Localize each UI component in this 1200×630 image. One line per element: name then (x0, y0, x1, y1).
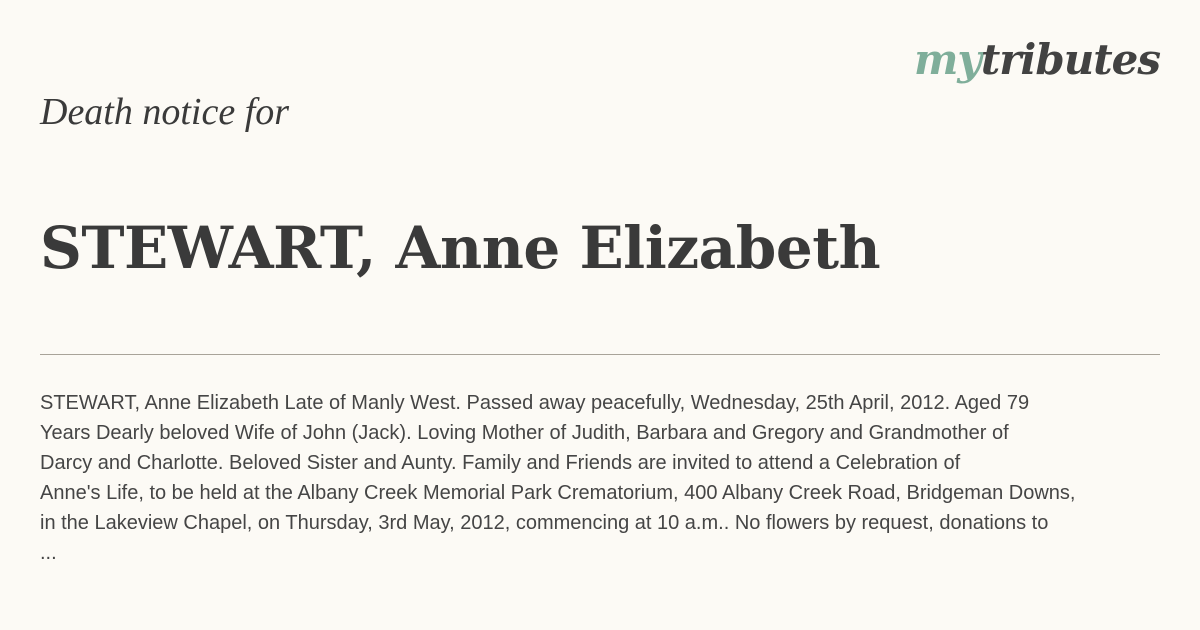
logo-prefix: my (913, 35, 981, 84)
notice-line: Anne's Life, to be held at the Albany Creek Memorial Park Crematorium, 400 Albany Creek Road, Bridgeman Downs, (40, 482, 1076, 504)
notice-type-heading: Death notice for (40, 91, 290, 133)
notice-line: Darcy and Charlotte. Beloved Sister and Aunty. Family and Friends are invited to attend a Celebration of (40, 452, 961, 474)
notice-text (40, 388, 1180, 568)
notice-line: in the Lakeview Chapel, on Thursday, 3rd May, 2012, commencing at 10 a.m.. No flowers by request, donations to (40, 512, 1049, 534)
notice-line: STEWART, Anne Elizabeth Late of Manly West. Passed away peacefully, Wednesday, 25th April, 2012. Aged 79 (40, 392, 1030, 414)
notice-line: Years Dearly beloved Wife of John (Jack). Loving Mother of Judith, Barbara and Gregory and Grandmother of (40, 422, 1009, 444)
divider (40, 354, 1160, 355)
notice-ellipsis: ... (40, 542, 57, 564)
mytributes-logo (914, 34, 1160, 86)
logo-suffix: tributes (980, 35, 1160, 84)
deceased-name: STEWART, Anne Elizabeth (40, 214, 881, 282)
